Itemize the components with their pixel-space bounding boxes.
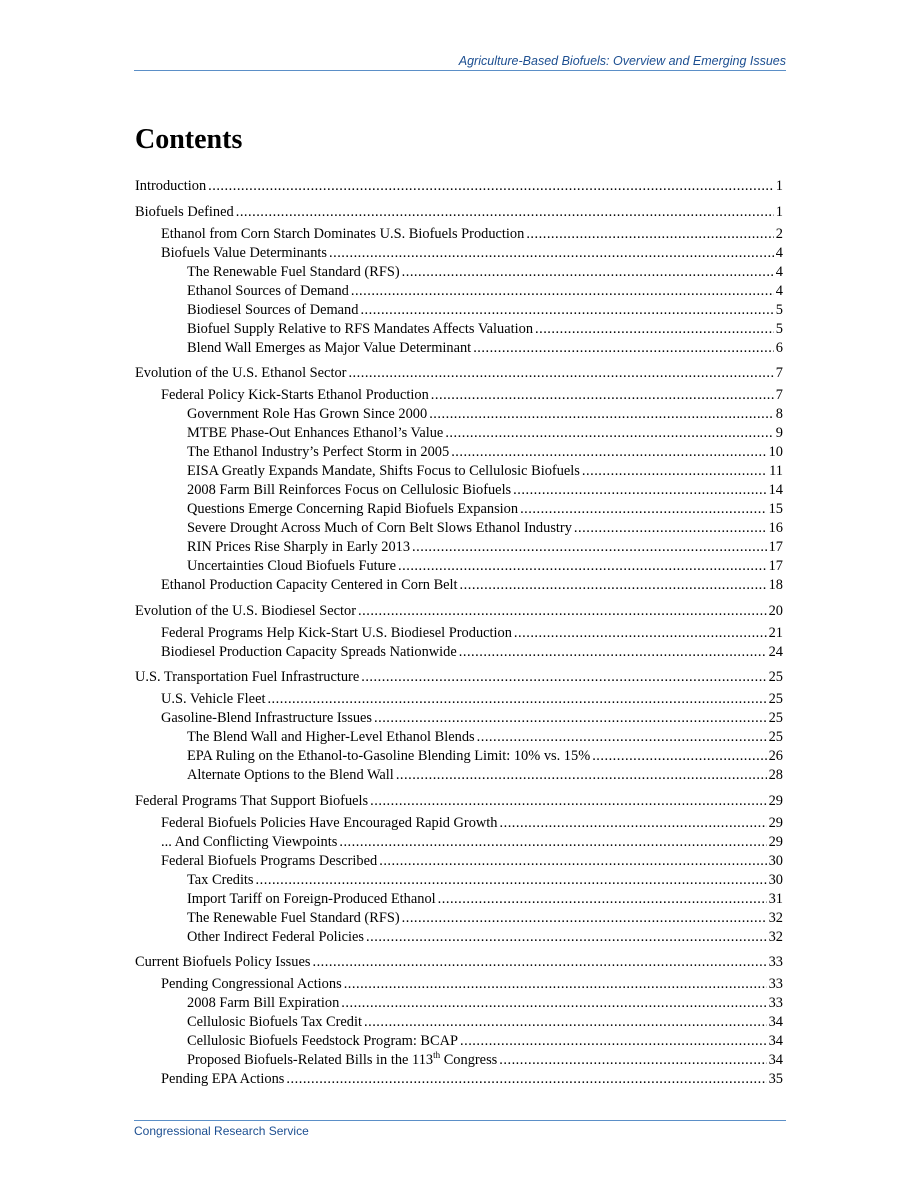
toc-page-number: 29 xyxy=(768,814,783,831)
toc-entry[interactable] xyxy=(135,263,783,282)
dot-leader xyxy=(339,833,766,852)
toc-page-number: 17 xyxy=(768,558,783,574)
toc-entry-title: Government Role Has Grown Since 2000 xyxy=(187,406,428,422)
toc-entry[interactable] xyxy=(135,909,783,928)
dot-leader xyxy=(412,538,767,557)
toc-page-number: 30 xyxy=(768,852,783,869)
dot-leader xyxy=(535,320,774,339)
dot-leader xyxy=(451,443,766,462)
dot-leader xyxy=(513,481,766,500)
toc-entry[interactable] xyxy=(135,576,783,595)
toc-entry[interactable] xyxy=(135,975,783,994)
toc-page-number: 14 xyxy=(768,482,783,498)
dot-leader xyxy=(360,301,773,320)
toc-entry[interactable] xyxy=(135,890,783,909)
toc-page-number: 30 xyxy=(768,871,783,888)
toc-entry-title: Ethanol Production Capacity Centered in Corn Belt xyxy=(161,577,458,593)
toc-entry-title: The Renewable Fuel Standard (RFS) xyxy=(187,909,400,926)
toc-entry-title: Biofuels Defined xyxy=(135,203,234,220)
toc-entry[interactable] xyxy=(135,690,783,709)
dot-leader xyxy=(348,364,773,383)
toc-entry-title: Ethanol from Corn Starch Dominates U.S. Biofuels Production xyxy=(161,225,525,242)
dot-leader xyxy=(361,668,766,687)
dot-leader xyxy=(312,953,766,972)
dot-leader xyxy=(445,424,773,443)
toc-entry-title: Federal Biofuels Programs Described xyxy=(161,852,378,869)
toc-entry-title: Gasoline-Blend Infrastructure Issues xyxy=(161,710,372,726)
toc-entry-title: Import Tariff on Foreign-Produced Ethanol xyxy=(187,890,436,907)
dot-leader xyxy=(341,994,766,1013)
toc-entry-title: Introduction xyxy=(135,178,207,194)
toc-page-number: 11 xyxy=(769,463,783,479)
dot-leader xyxy=(431,386,774,405)
dot-leader xyxy=(500,814,767,833)
toc-entry[interactable] xyxy=(135,624,783,643)
toc-page-number: 33 xyxy=(768,976,783,992)
toc-entry-title: Biodiesel Sources of Demand xyxy=(187,301,359,318)
dot-leader xyxy=(267,690,766,709)
toc-page-number: 32 xyxy=(768,928,783,945)
toc-page-number: 17 xyxy=(768,539,783,555)
toc-page-number: 25 xyxy=(768,710,783,726)
toc-page-number: 1 xyxy=(775,178,783,194)
dot-leader xyxy=(592,747,766,766)
toc-entry[interactable] xyxy=(135,766,783,785)
toc-entry[interactable] xyxy=(135,1070,783,1089)
dot-leader xyxy=(286,1070,766,1089)
toc-entry[interactable] xyxy=(135,728,783,747)
dot-leader xyxy=(520,500,767,519)
dot-leader xyxy=(499,1051,766,1070)
toc-entry[interactable] xyxy=(135,405,783,424)
toc-entry[interactable] xyxy=(135,519,783,538)
toc-entry[interactable] xyxy=(135,443,783,462)
toc-page-number: 35 xyxy=(768,1071,783,1087)
dot-leader xyxy=(477,728,767,747)
dot-leader xyxy=(402,909,767,928)
dot-leader xyxy=(582,462,767,481)
toc-entry[interactable] xyxy=(135,792,783,811)
toc-entry[interactable] xyxy=(135,301,783,320)
superscript: th xyxy=(433,1050,441,1061)
toc-entry[interactable] xyxy=(135,282,783,301)
toc-page-number: 25 xyxy=(768,729,783,745)
toc-entry[interactable] xyxy=(135,339,783,358)
toc-entry[interactable] xyxy=(135,602,783,621)
toc-page-number: 4 xyxy=(775,263,783,280)
toc-entry-title: Pending EPA Actions xyxy=(161,1071,285,1087)
toc-entry-title: U.S. Vehicle Fleet xyxy=(161,691,266,707)
toc-entry-title: Biodiesel Production Capacity Spreads Nationwide xyxy=(161,643,457,660)
toc-entry[interactable] xyxy=(135,557,783,576)
dot-leader xyxy=(396,766,767,785)
dot-leader xyxy=(351,282,774,301)
toc-page-number: 28 xyxy=(768,767,783,783)
dot-leader xyxy=(370,792,766,811)
toc-entry-title: Current Biofuels Policy Issues xyxy=(135,954,311,970)
toc-entry[interactable] xyxy=(135,203,783,222)
dot-leader xyxy=(358,602,767,621)
toc-entry[interactable] xyxy=(135,814,783,833)
toc-entry-title: The Ethanol Industry’s Perfect Storm in 2005 xyxy=(187,444,450,460)
toc-page-number: 29 xyxy=(768,833,783,850)
toc-page-number: 20 xyxy=(768,602,783,619)
toc-entry[interactable] xyxy=(135,481,783,500)
toc-entry[interactable] xyxy=(135,833,783,852)
toc-page-number: 34 xyxy=(768,1033,783,1049)
toc-page-number: 5 xyxy=(775,301,783,318)
toc-entry[interactable] xyxy=(135,424,783,443)
toc-page-number: 8 xyxy=(775,406,783,422)
toc-entry[interactable] xyxy=(135,225,783,244)
toc-entry-title: Evolution of the U.S. Biodiesel Sector xyxy=(135,602,357,619)
toc-entry[interactable] xyxy=(135,668,783,687)
toc-page-number: 33 xyxy=(768,954,783,970)
dot-leader xyxy=(256,871,767,890)
toc-entry[interactable] xyxy=(135,386,783,405)
toc-entry[interactable] xyxy=(135,500,783,519)
dot-leader xyxy=(398,557,767,576)
dot-leader xyxy=(473,339,774,358)
toc-page-number: 21 xyxy=(768,624,783,641)
toc-entry-title: Federal Programs That Support Biofuels xyxy=(135,792,369,809)
toc-page-number: 34 xyxy=(768,1052,783,1068)
dot-leader xyxy=(329,244,774,263)
toc-page-number: 7 xyxy=(775,387,783,403)
toc-entry-title: U.S. Transportation Fuel Infrastructure xyxy=(135,669,360,685)
dot-leader xyxy=(208,177,774,196)
toc-page-number: 2 xyxy=(775,225,783,242)
toc-page-number: 18 xyxy=(768,577,783,593)
dot-leader xyxy=(429,405,774,424)
toc-entry[interactable] xyxy=(135,244,783,263)
toc-page-number: 25 xyxy=(768,669,783,685)
toc-page-number: 7 xyxy=(775,365,783,381)
toc-entry[interactable] xyxy=(135,994,783,1013)
dot-leader xyxy=(460,576,767,595)
toc-entry[interactable] xyxy=(135,871,783,890)
toc-page-number: 15 xyxy=(768,501,783,517)
toc-page-number: 9 xyxy=(775,425,783,441)
toc-entry[interactable] xyxy=(135,462,783,481)
page-title: Contents xyxy=(135,124,243,155)
toc-entry-title: ... And Conflicting Viewpoints xyxy=(161,833,338,850)
toc-page-number: 10 xyxy=(768,444,783,460)
toc-entry-title: EPA Ruling on the Ethanol-to-Gasoline Blending Limit: 10% vs. 15% xyxy=(187,748,591,764)
dot-leader xyxy=(374,709,767,728)
toc-entry-title: Federal Biofuels Policies Have Encouraged Rapid Growth xyxy=(161,814,498,831)
toc-entry-title: Pending Congressional Actions xyxy=(161,976,342,992)
dot-leader xyxy=(366,928,767,947)
toc-entry[interactable] xyxy=(135,1032,783,1051)
toc-entry-title: Tax Credits xyxy=(187,871,254,888)
toc-entry[interactable] xyxy=(135,852,783,871)
toc-page-number: 25 xyxy=(768,691,783,707)
toc-entry-title: Severe Drought Across Much of Corn Belt Slows Ethanol Industry xyxy=(187,520,572,536)
toc-entry-title: Ethanol Sources of Demand xyxy=(187,282,349,299)
toc-page-number: 5 xyxy=(775,320,783,337)
toc-entry-title: 2008 Farm Bill Reinforces Focus on Cellulosic Biofuels xyxy=(187,482,512,498)
toc-page-number: 6 xyxy=(775,339,783,356)
toc-page-number: 24 xyxy=(768,643,783,660)
toc-entry-title: Evolution of the U.S. Ethanol Sector xyxy=(135,365,347,381)
toc-entry-title: Cellulosic Biofuels Tax Credit xyxy=(187,1014,362,1030)
toc-page-number: 31 xyxy=(768,890,783,907)
toc-entry[interactable] xyxy=(135,538,783,557)
toc-entry-title: EISA Greatly Expands Mandate, Shifts Focus to Cellulosic Biofuels xyxy=(187,463,580,479)
dot-leader xyxy=(402,263,774,282)
toc-entry-title: Other Indirect Federal Policies xyxy=(187,928,365,945)
dot-leader xyxy=(460,1032,767,1051)
toc-entry-title: Cellulosic Biofuels Feedstock Program: BCAP xyxy=(187,1033,459,1049)
table-of-contents xyxy=(135,177,783,1089)
toc-entry-title: Biofuels Value Determinants xyxy=(161,244,327,261)
toc-page-number: 32 xyxy=(768,909,783,926)
toc-entry-title: Federal Policy Kick-Starts Ethanol Production xyxy=(161,387,429,403)
toc-entry-title: The Blend Wall and Higher-Level Ethanol Blends xyxy=(187,729,475,745)
toc-entry[interactable] xyxy=(135,747,783,766)
toc-entry-title: Questions Emerge Concerning Rapid Biofuels Expansion xyxy=(187,501,519,517)
toc-entry[interactable] xyxy=(135,709,783,728)
toc-page-number: 1 xyxy=(775,203,783,220)
toc-page-number: 4 xyxy=(775,282,783,299)
dot-leader xyxy=(459,643,767,662)
toc-page-number: 34 xyxy=(768,1014,783,1030)
toc-entry-title: Proposed Biofuels-Related Bills in the 113th Congress xyxy=(187,1050,498,1068)
dot-leader xyxy=(236,203,774,222)
toc-entry-title: MTBE Phase-Out Enhances Ethanol’s Value xyxy=(187,425,444,441)
toc-entry-title: Alternate Options to the Blend Wall xyxy=(187,767,394,783)
toc-page-number: 33 xyxy=(768,995,783,1011)
dot-leader xyxy=(514,624,767,643)
toc-entry[interactable] xyxy=(135,364,783,383)
toc-entry[interactable] xyxy=(135,177,783,196)
toc-entry-title: The Renewable Fuel Standard (RFS) xyxy=(187,263,400,280)
toc-entry[interactable] xyxy=(135,1013,783,1032)
dot-leader xyxy=(526,225,773,244)
toc-entry[interactable] xyxy=(135,928,783,947)
dot-leader xyxy=(379,852,766,871)
toc-page-number: 29 xyxy=(768,792,783,809)
toc-entry[interactable] xyxy=(135,1051,783,1070)
dot-leader xyxy=(438,890,767,909)
running-header: Agriculture-Based Biofuels: Overview and Emerging Issues xyxy=(134,54,786,71)
toc-entry-title: Biofuel Supply Relative to RFS Mandates Affects Valuation xyxy=(187,320,534,337)
toc-entry-title: Federal Programs Help Kick-Start U.S. Biodiesel Production xyxy=(161,624,512,641)
toc-entry[interactable] xyxy=(135,643,783,662)
toc-entry-title: Uncertainties Cloud Biofuels Future xyxy=(187,558,397,574)
toc-page-number: 26 xyxy=(768,748,783,764)
toc-page-number: 16 xyxy=(768,520,783,536)
dot-leader xyxy=(344,975,767,994)
toc-entry-title: 2008 Farm Bill Expiration xyxy=(187,995,340,1011)
toc-entry-title: RIN Prices Rise Sharply in Early 2013 xyxy=(187,539,411,555)
dot-leader xyxy=(574,519,767,538)
toc-entry-title: Blend Wall Emerges as Major Value Determinant xyxy=(187,339,472,356)
running-footer: Congressional Research Service xyxy=(134,1120,786,1138)
toc-entry[interactable] xyxy=(135,953,783,972)
toc-page-number: 4 xyxy=(775,244,783,261)
dot-leader xyxy=(364,1013,767,1032)
toc-entry[interactable] xyxy=(135,320,783,339)
